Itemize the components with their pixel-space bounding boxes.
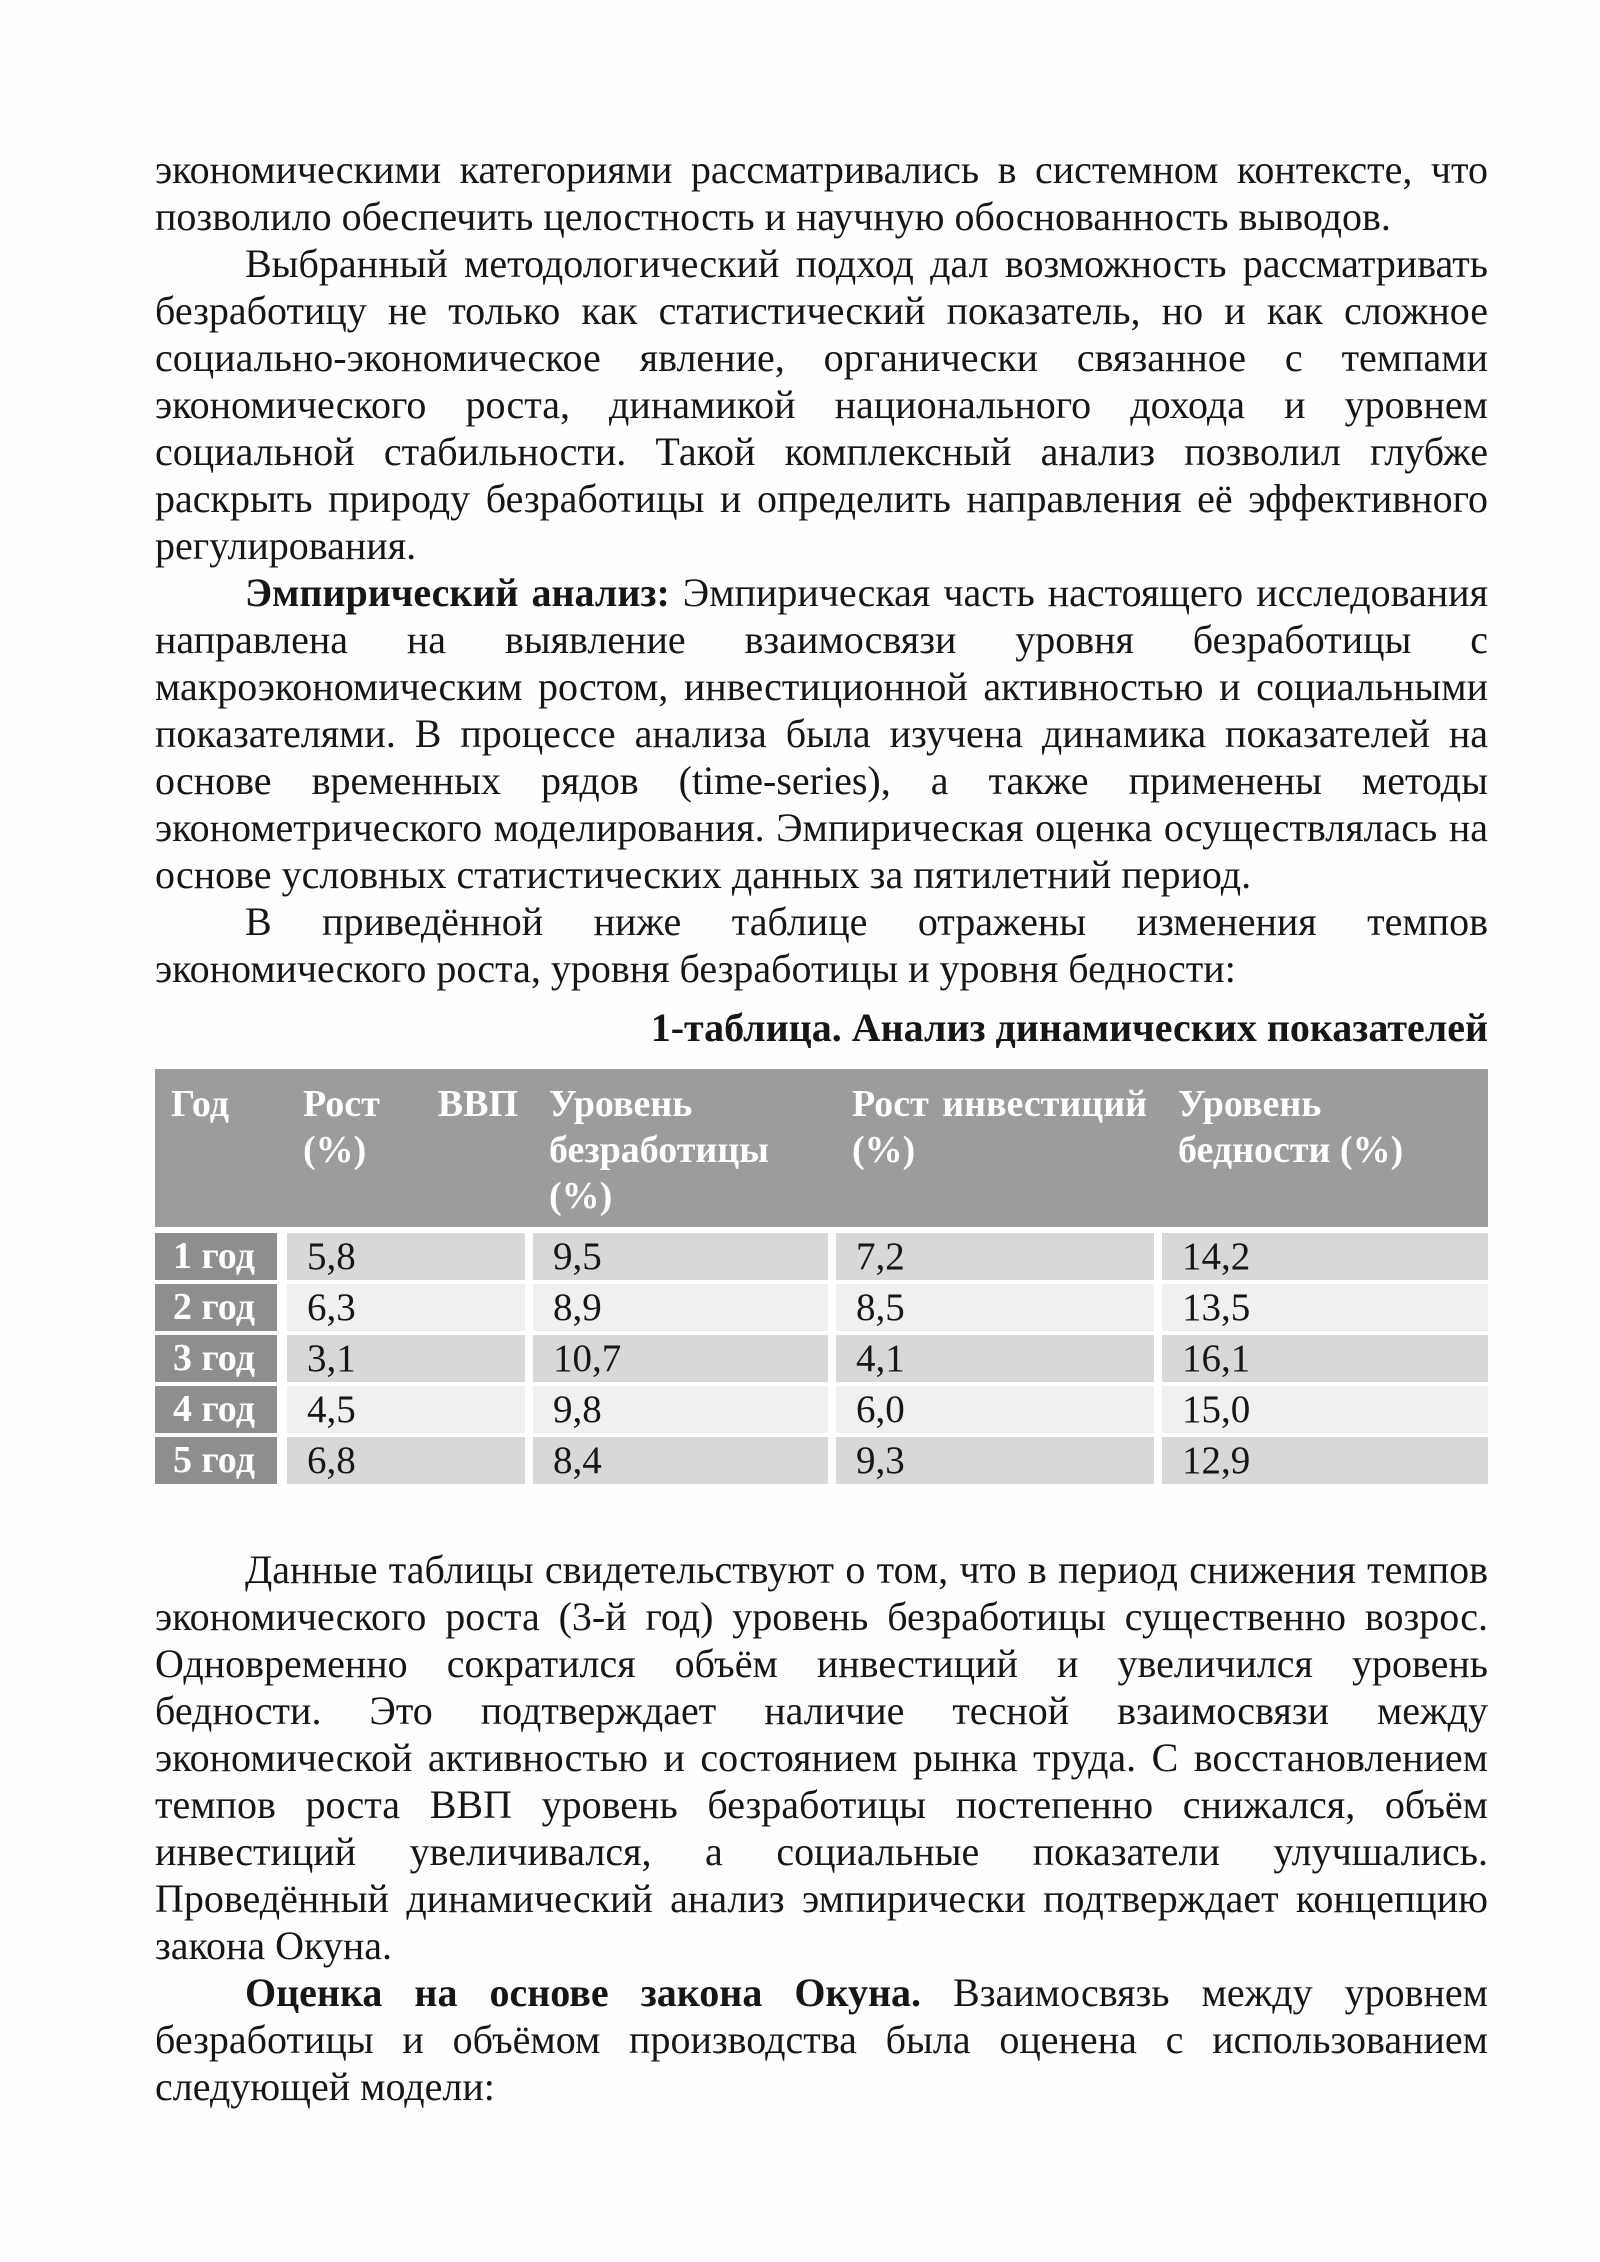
value-cell: 6,8 bbox=[287, 1437, 533, 1488]
value-cell: 16,1 bbox=[1162, 1335, 1488, 1386]
table-row bbox=[155, 1335, 1488, 1386]
value-cell: 9,8 bbox=[533, 1386, 836, 1437]
paragraph-conclusion-carryover: экономическими категориями рассматривались в системном контексте, что позволило обеспечить целостность и научную обоснованность выводов. bbox=[155, 147, 1488, 239]
header-cell-investment-growth: Рост инвестиций (%) bbox=[836, 1069, 1162, 1233]
year-label-cell: 5 год bbox=[155, 1437, 287, 1488]
year-label-cell: 1 год bbox=[155, 1233, 287, 1284]
value-cell: 9,5 bbox=[533, 1233, 836, 1284]
value-cell: 8,5 bbox=[836, 1284, 1162, 1335]
value-cell: 4,1 bbox=[836, 1335, 1162, 1386]
value-cell: 13,5 bbox=[1162, 1284, 1488, 1335]
value-cell: 8,9 bbox=[533, 1284, 836, 1335]
value-cell: 14,2 bbox=[1162, 1233, 1488, 1284]
year-label-cell: 4 год bbox=[155, 1386, 287, 1437]
okun-law-text: Взаимосвязь между уровнем безработицы и объёмом производства была оценена с использованием следующей модели: bbox=[155, 1970, 1488, 2109]
table-header-row bbox=[155, 1069, 1488, 1233]
paragraph-methodology: Выбранный методологический подход дал возможность рассматривать безработицу не только как статистический показатель, но и как сложное социально-экономическое явление, органически связанное с темпами экономического роста, динамикой национального дохода и уровнем социальной стабильности. Такой комплексный анализ позволил глубже раскрыть природу безработицы и определить направления её эффективного регулирования. bbox=[155, 241, 1488, 568]
value-cell: 5,8 bbox=[287, 1233, 533, 1284]
header-cell-gdp-growth: Рост ВВП (%) bbox=[287, 1069, 533, 1233]
empirical-analysis-text: Эмпирическая часть настоящего исследования направлена на выявление взаимосвязи уровня безработицы с макроэкономическим ростом, инвестиционной активностью и социальными показателями. В процессе анализа была изучена динамика показателей на основе временных рядов (time-series), а также применены методы эконометрического моделирования. Эмпирическая оценка осуществлялась на основе условных статистических данных за пятилетний период. bbox=[155, 570, 1488, 897]
value-cell: 12,9 bbox=[1162, 1437, 1488, 1488]
dynamic-indicators-table bbox=[155, 1069, 1488, 1488]
table-row bbox=[155, 1386, 1488, 1437]
header-cell-unemployment: Уровень безработицы (%) bbox=[533, 1069, 836, 1233]
okun-law-heading: Оценка на основе закона Окуна. bbox=[245, 1970, 921, 2015]
header-cell-year: Год bbox=[155, 1069, 287, 1233]
table-caption: 1-таблица. Анализ динамических показателей bbox=[650, 1005, 1488, 1050]
table-body bbox=[155, 1233, 1488, 1488]
header-cell-poverty: Уровень бедности (%) bbox=[1162, 1069, 1488, 1233]
value-cell: 9,3 bbox=[836, 1437, 1162, 1488]
table-row bbox=[155, 1437, 1488, 1488]
year-label-cell: 2 год bbox=[155, 1284, 287, 1335]
paragraph-okun-law bbox=[155, 1969, 1488, 2110]
table-row bbox=[155, 1233, 1488, 1284]
paragraph-table-discussion: Данные таблицы свидетельствуют о том, что в период снижения темпов экономического роста (3-й год) уровень безработицы существенно возрос. Одновременно сократился объём инвестиций и увеличился уровень бедности. Это подтверждает наличие тесной взаимосвязи между экономической активностью и состоянием рынка труда. С восстановлением темпов роста ВВП уровень безработицы постепенно снижался, объём инвестиций увеличивался, а социальные показатели улучшались. Проведённый динамический анализ эмпирически подтверждает концепцию закона Окуна. bbox=[155, 1547, 1488, 1968]
value-cell: 6,3 bbox=[287, 1284, 533, 1335]
value-cell: 7,2 bbox=[836, 1233, 1162, 1284]
value-cell: 4,5 bbox=[287, 1386, 533, 1437]
table-row bbox=[155, 1284, 1488, 1335]
empirical-analysis-heading: Эмпирический анализ: bbox=[245, 570, 670, 615]
value-cell: 10,7 bbox=[533, 1335, 836, 1386]
year-label-cell: 3 год bbox=[155, 1335, 287, 1386]
paragraph-empirical-analysis bbox=[155, 569, 1488, 898]
value-cell: 6,0 bbox=[836, 1386, 1162, 1437]
value-cell: 8,4 bbox=[533, 1437, 836, 1488]
value-cell: 3,1 bbox=[287, 1335, 533, 1386]
paragraph-table-intro: В приведённой ниже таблице отражены изменения темпов экономического роста, уровня безработицы и уровня бедности: bbox=[155, 899, 1488, 991]
value-cell: 15,0 bbox=[1162, 1386, 1488, 1437]
